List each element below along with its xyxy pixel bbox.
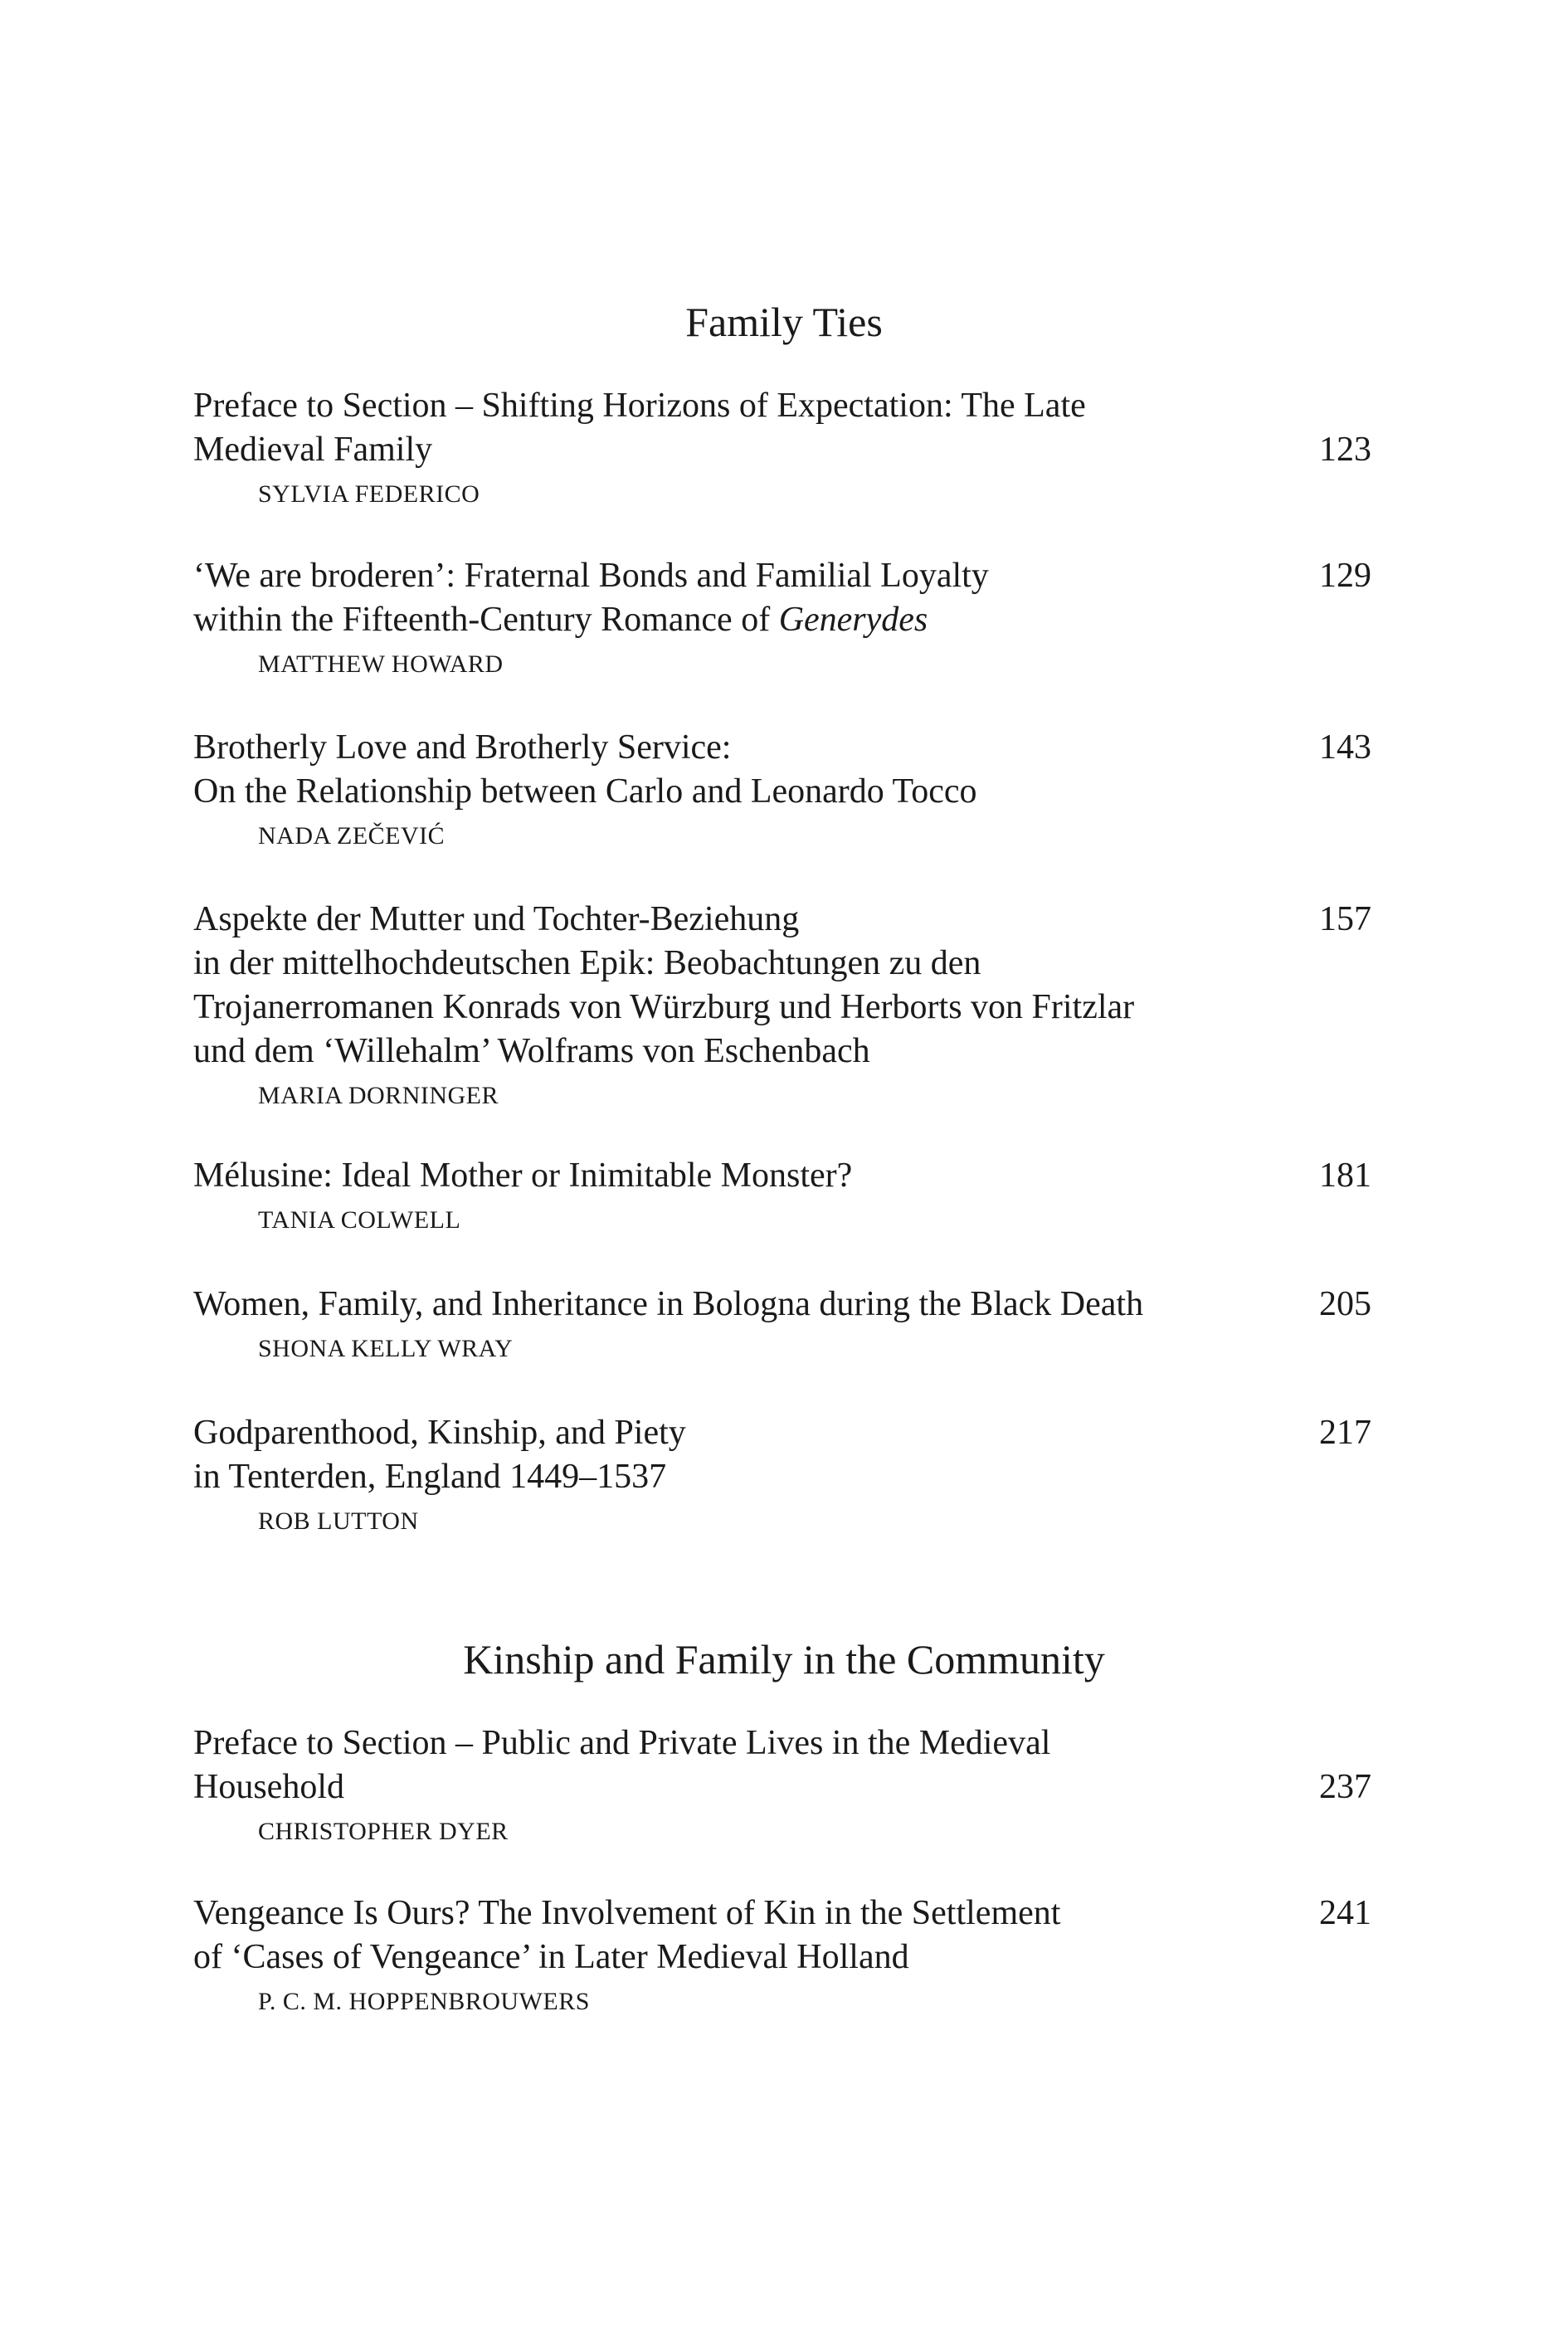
entry-title-line: Household — [193, 1768, 344, 1806]
entry-title-line: Vengeance Is Ours? The Involvement of Kin in the Settlement — [193, 1894, 1061, 1932]
entry-title-line: ‘We are broderen’: Fraternal Bonds and Familial Loyalty — [193, 557, 989, 595]
toc-entry[interactable] — [193, 1154, 1371, 1236]
section-heading-family-ties: Family Ties — [685, 299, 883, 345]
toc-entry[interactable] — [193, 1411, 1371, 1537]
entry-title-text: within the Fifteenth-Century Romance of — [193, 601, 779, 639]
entry-title-line — [193, 598, 1272, 642]
entry-author: P. C. M. HOPPENBROUWERS — [258, 1988, 590, 2015]
entry-title-line: in Tenterden, England 1449–1537 — [193, 1458, 667, 1496]
entry-title-line: in der mittelhochdeutschen Epik: Beobachtungen zu den — [193, 944, 981, 982]
entry-page-number: 123 — [1319, 431, 1371, 469]
entry-title — [193, 554, 1272, 642]
entry-title — [193, 1721, 1272, 1809]
entry-author: MATTHEW HOWARD — [258, 650, 504, 678]
toc-entry[interactable] — [193, 726, 1371, 852]
entry-page-number: 217 — [1319, 1414, 1371, 1452]
entry-author: SHONA KELLY WRAY — [258, 1335, 514, 1362]
entry-title-line: Trojanerromanen Konrads von Würzburg und Herborts von Fritzlar — [193, 988, 1135, 1026]
entry-title — [193, 1892, 1272, 1979]
entry-title — [193, 726, 1272, 814]
entry-title-line: Preface to Section – Public and Private Lives in the Medieval — [193, 1724, 1051, 1762]
entry-page-number: 205 — [1319, 1285, 1371, 1323]
entry-title-line: Godparenthood, Kinship, and Piety — [193, 1414, 686, 1452]
entry-title — [193, 1283, 1272, 1327]
entry-title — [193, 1154, 1272, 1198]
entry-title-line: Women, Family, and Inheritance in Bologna during the Black Death — [193, 1285, 1144, 1323]
toc-entry[interactable] — [193, 384, 1371, 510]
entry-author: NADA ZEČEVIĆ — [258, 822, 446, 850]
entry-author: TANIA COLWELL — [258, 1206, 461, 1234]
entry-author: SYLVIA FEDERICO — [258, 480, 480, 508]
toc-entry[interactable] — [193, 1892, 1371, 2018]
entry-page-number: 181 — [1319, 1157, 1371, 1195]
section-heading-kinship-community: Kinship and Family in the Community — [463, 1636, 1105, 1682]
entry-title-italic: Generydes — [778, 601, 928, 639]
entry-page-number: 143 — [1319, 728, 1371, 767]
entry-title-line: of ‘Cases of Vengeance’ in Later Medieval Holland — [193, 1938, 909, 1976]
entry-author: ROB LUTTON — [258, 1507, 419, 1535]
entry-title-line: Mélusine: Ideal Mother or Inimitable Monster? — [193, 1157, 853, 1195]
entry-title-line: Medieval Family — [193, 431, 433, 469]
entry-author: MARIA DORNINGER — [258, 1082, 499, 1109]
entry-title — [193, 1411, 1272, 1499]
toc-entry[interactable] — [193, 898, 1371, 1112]
toc-entry[interactable] — [193, 1283, 1371, 1365]
entry-title — [193, 384, 1272, 472]
toc-entry[interactable] — [193, 554, 1371, 680]
entry-title-line: On the Relationship between Carlo and Leonardo Tocco — [193, 772, 977, 811]
entry-page-number: 129 — [1319, 557, 1371, 595]
entry-title-line: und dem ‘Willehalm’ Wolframs von Eschenbach — [193, 1032, 870, 1070]
entry-page-number: 157 — [1319, 900, 1371, 938]
entry-title-line: Aspekte der Mutter und Tochter-Beziehung — [193, 900, 800, 938]
entry-page-number: 237 — [1319, 1768, 1371, 1806]
entry-author: CHRISTOPHER DYER — [258, 1818, 509, 1845]
entry-title-line: Brotherly Love and Brotherly Service: — [193, 728, 732, 767]
entry-title-line: Preface to Section – Shifting Horizons of Expectation: The Late — [193, 387, 1086, 425]
entry-title — [193, 898, 1272, 1074]
toc-entry[interactable] — [193, 1721, 1371, 1848]
entry-page-number: 241 — [1319, 1894, 1371, 1932]
